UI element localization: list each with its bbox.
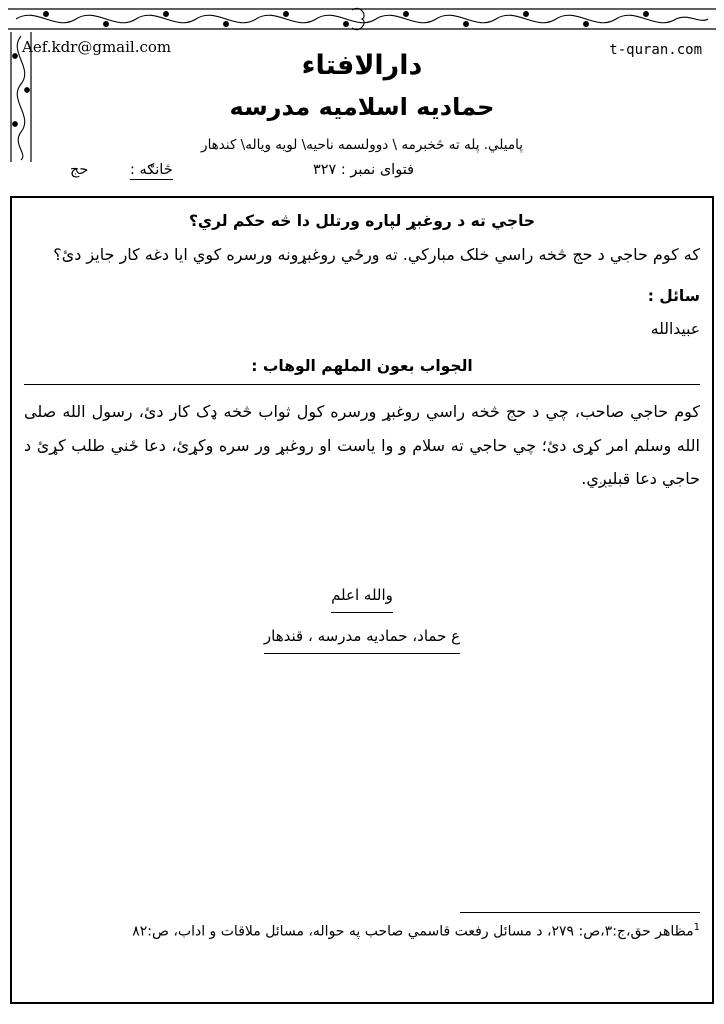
question-body: كه كوم حاجي د حج څخه راسي خلک مباركي. ته ورځي روغبړونه ورسره كوي ايا دغه كار جايز دئ؟ [53, 245, 700, 264]
document-meta-row [10, 160, 714, 190]
question-title: حاجي ته د روغبړ لپاره ورتلل دا څه حكم لري؟ [188, 212, 536, 230]
answer-heading [24, 351, 700, 385]
contact-email: Aef.kdr@gmail.com [22, 38, 172, 56]
footnote [24, 918, 700, 945]
fatwa-number: فتواى نمبر : ۳۲۷ [312, 162, 414, 178]
institution-address: پاميلي. پله ته څخبرمه \ دوولسمه ناحيه\ لويه وياله\ كندهار [201, 137, 523, 153]
institution-name: حماديه اسلاميه مدرسه [229, 93, 495, 121]
frame-right-rule [712, 196, 714, 1002]
frame-top-rule [10, 196, 714, 198]
frame-bottom-rule [10, 1002, 714, 1004]
frame-left-rule [10, 196, 12, 1002]
asker-label: سائل : [647, 287, 700, 305]
document-body [24, 206, 700, 654]
signature-author: ع حماد، حماديه مدرسه ، قندهار [264, 621, 460, 654]
signature-wallahu-alam: والله اعلم [331, 580, 393, 613]
document-header [10, 34, 714, 153]
answer-body: كوم حاجي صاحب، چي د حج څخه راسي روغبړ ورسره كول ثواب څخه ډک كار دئ، رسول الله صلى الله وسلم امر كړى دئ؛ چي حاجي ته سلام و وا ياست او روغبړ ور سره وكړئ، دعا ځني طلب كړئ د حاجي دعا قبليږي. [24, 402, 700, 489]
footnote-text: مظاهر حق،ج:۳،ص: ۲۷۹، د مسائل رفعت قاسمي صاحب په حواله، مسائل ملاقات و اداب، ص:۸۲ [132, 923, 694, 940]
asker-name: عبيدالله [650, 320, 700, 338]
footnote-divider [460, 912, 700, 913]
top-border-ornament-icon [8, 6, 716, 32]
website-url: t-quran.com [609, 42, 702, 58]
signature-block [24, 580, 700, 654]
page-title: دارالافتاء [301, 50, 423, 81]
category-label: څانګه : [130, 162, 173, 178]
answer-heading-text: الجواب بعون الملهم الوهاب : [251, 357, 473, 375]
footnote-marker: 1 [693, 922, 700, 933]
category-value: حج [70, 162, 89, 178]
